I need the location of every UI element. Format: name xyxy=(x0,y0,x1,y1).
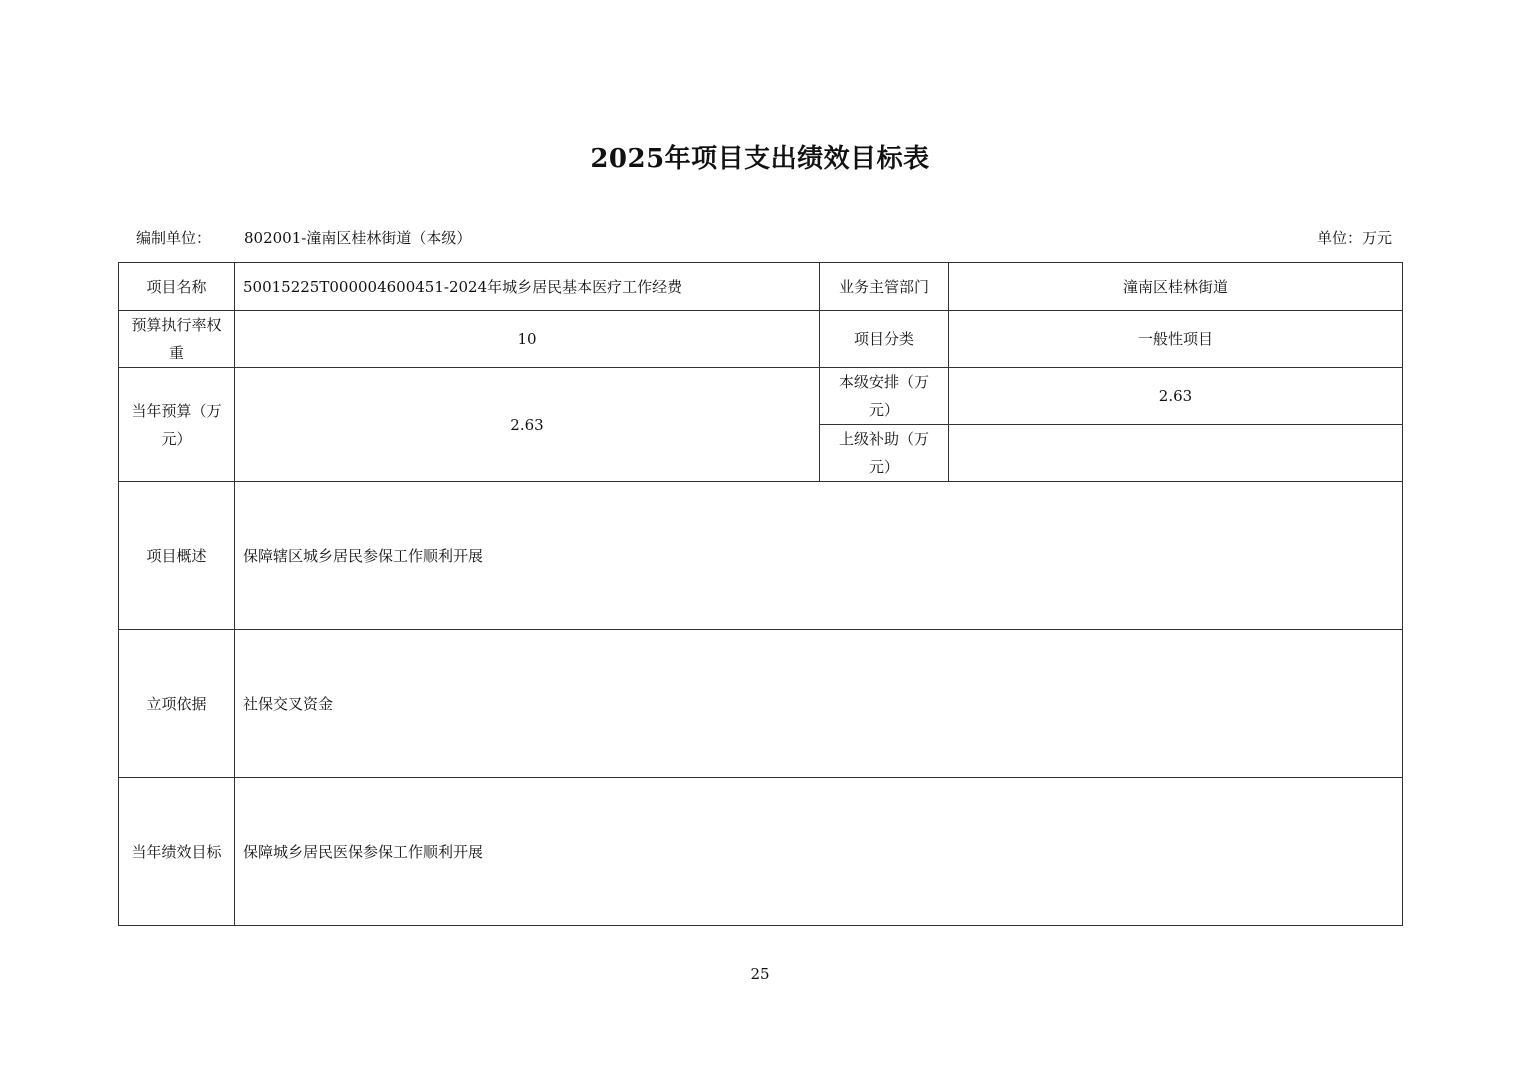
exec-weight-label: 预算执行率权重 xyxy=(119,311,235,368)
overview-value: 保障辖区城乡居民参保工作顺利开展 xyxy=(235,482,1403,630)
performance-table xyxy=(118,262,1403,926)
unit-label: 单位：万元 xyxy=(1316,229,1392,247)
table-row xyxy=(119,482,1403,630)
table-row xyxy=(119,778,1403,926)
department-value: 潼南区桂林街道 xyxy=(949,263,1403,311)
table-row xyxy=(119,630,1403,778)
basis-label: 立项依据 xyxy=(119,630,235,778)
superior-subsidy-label: 上级补助（万元） xyxy=(820,425,949,482)
org-label: 编制单位： xyxy=(136,229,212,247)
superior-subsidy-value xyxy=(949,425,1403,482)
annual-budget-label: 当年预算（万元） xyxy=(119,368,235,482)
local-arrangement-value: 2.63 xyxy=(949,368,1403,425)
table-row xyxy=(119,368,1403,425)
project-name-value: 50015225T000004600451-2024年城乡居民基本医疗工作经费 xyxy=(235,263,820,311)
goal-label: 当年绩效目标 xyxy=(119,778,235,926)
department-label: 业务主管部门 xyxy=(820,263,949,311)
basis-value: 社保交叉资金 xyxy=(235,630,1403,778)
page-number: 25 xyxy=(750,965,770,983)
page-title: 2025年项目支出绩效目标表 xyxy=(590,144,930,174)
category-label: 项目分类 xyxy=(820,311,949,368)
category-value: 一般性项目 xyxy=(949,311,1403,368)
table-row xyxy=(119,311,1403,368)
table-row xyxy=(119,263,1403,311)
local-arrangement-label: 本级安排（万元） xyxy=(820,368,949,425)
project-name-label: 项目名称 xyxy=(119,263,235,311)
org-value: 802001-潼南区桂林街道（本级） xyxy=(244,229,472,247)
annual-budget-value: 2.63 xyxy=(235,368,820,482)
overview-label: 项目概述 xyxy=(119,482,235,630)
exec-weight-value: 10 xyxy=(235,311,820,368)
goal-value: 保障城乡居民医保参保工作顺利开展 xyxy=(235,778,1403,926)
